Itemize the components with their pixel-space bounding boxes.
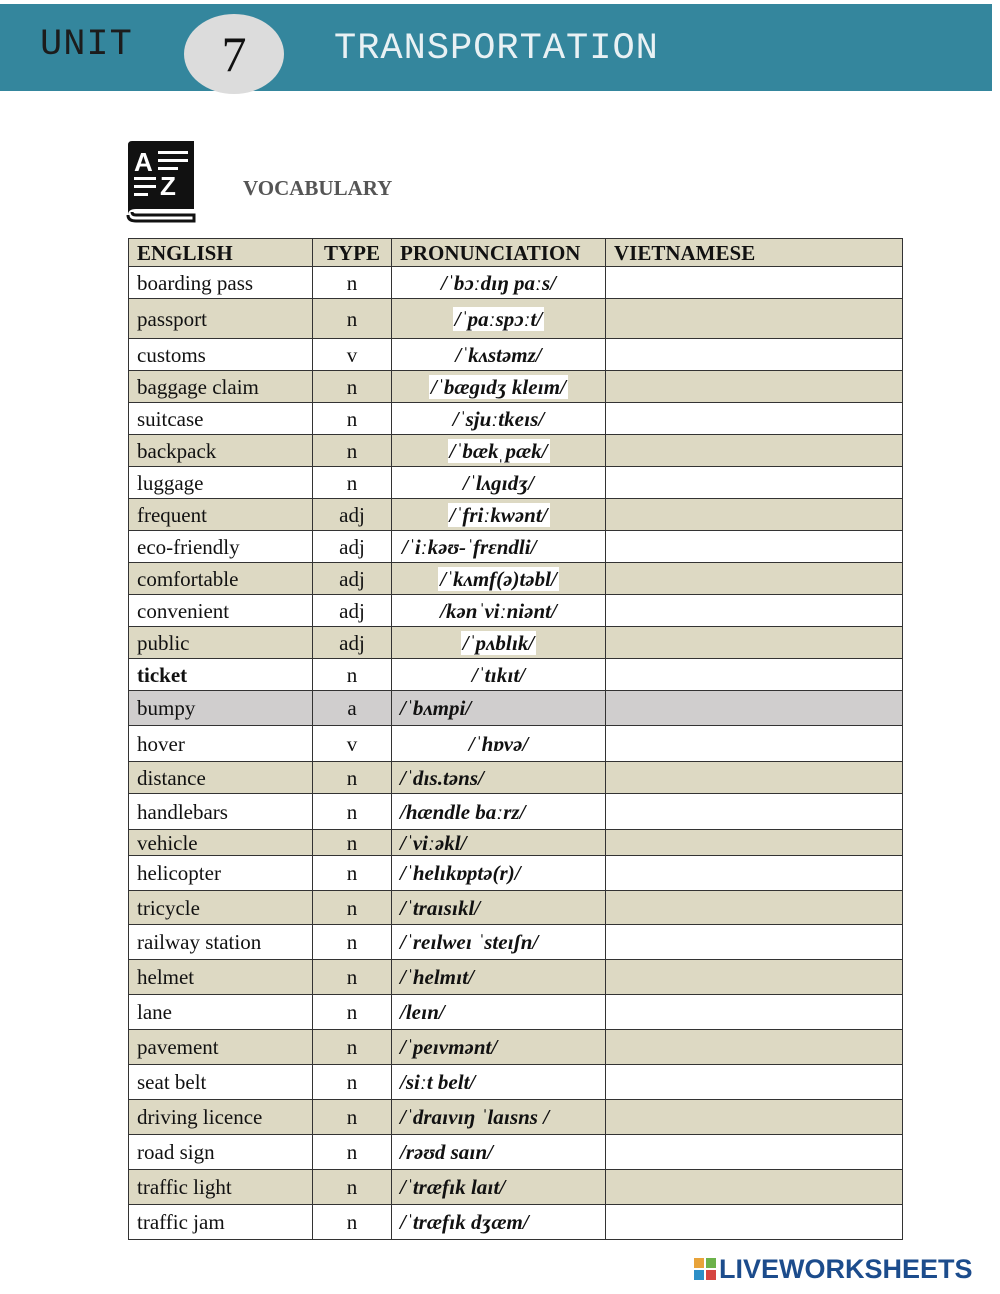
cell-vietnamese-answer[interactable] <box>606 499 903 531</box>
cell-pronunciation <box>392 595 606 627</box>
pronunciation-text: /ˈbækˌpæk/ <box>449 438 548 463</box>
pronunciation-text: /ˈsjuːtkeɪs/ <box>452 406 545 431</box>
cell-vietnamese-answer[interactable] <box>606 794 903 830</box>
cell-pronunciation <box>392 1170 606 1205</box>
cell-vietnamese-answer[interactable] <box>606 403 903 435</box>
cell-english: public <box>129 627 313 659</box>
svg-text:A: A <box>134 147 153 177</box>
cell-type: n <box>313 1065 392 1100</box>
pronunciation-text: /ˈpɑːspɔːt/ <box>454 306 543 331</box>
cell-english: handlebars <box>129 794 313 830</box>
unit-banner <box>0 4 992 91</box>
table-row <box>129 531 903 563</box>
cell-english: boarding pass <box>129 267 313 299</box>
table-row <box>129 299 903 339</box>
cell-pronunciation <box>392 1065 606 1100</box>
cell-english: seat belt <box>129 1065 313 1100</box>
table-row <box>129 1030 903 1065</box>
cell-type: n <box>313 830 392 856</box>
cell-type: v <box>313 726 392 762</box>
cell-type: n <box>313 299 392 339</box>
cell-pronunciation <box>392 435 606 467</box>
cell-pronunciation <box>392 339 606 371</box>
cell-pronunciation <box>392 960 606 995</box>
table-row <box>129 499 903 531</box>
pronunciation-text: /ˈhelmɪt/ <box>400 965 474 989</box>
pronunciation-text: /ˈpʌblɪk/ <box>462 630 535 655</box>
cell-english: traffic jam <box>129 1205 313 1240</box>
cell-vietnamese-answer[interactable] <box>606 726 903 762</box>
cell-type: a <box>313 691 392 726</box>
cell-english: luggage <box>129 467 313 499</box>
cell-pronunciation <box>392 726 606 762</box>
pronunciation-text: /ˈbɔːdɪŋ pɑːs/ <box>441 270 556 295</box>
cell-pronunciation <box>392 267 606 299</box>
cell-pronunciation <box>392 467 606 499</box>
table-row <box>129 1065 903 1100</box>
cell-pronunciation <box>392 1030 606 1065</box>
table-row <box>129 595 903 627</box>
cell-pronunciation <box>392 499 606 531</box>
cell-vietnamese-answer[interactable] <box>606 830 903 856</box>
table-row <box>129 371 903 403</box>
cell-pronunciation <box>392 659 606 691</box>
cell-type: n <box>313 1205 392 1240</box>
cell-vietnamese-answer[interactable] <box>606 339 903 371</box>
cell-english: convenient <box>129 595 313 627</box>
column-header-pronunciation: PRONUNCIATION <box>392 239 606 267</box>
cell-english: baggage claim <box>129 371 313 403</box>
cell-pronunciation <box>392 403 606 435</box>
cell-english: vehicle <box>129 830 313 856</box>
cell-type: n <box>313 267 392 299</box>
cell-vietnamese-answer[interactable] <box>606 925 903 960</box>
table-row <box>129 435 903 467</box>
cell-vietnamese-answer[interactable] <box>606 267 903 299</box>
unit-title: TRANSPORTATION <box>334 28 659 70</box>
cell-pronunciation <box>392 830 606 856</box>
cell-vietnamese-answer[interactable] <box>606 691 903 726</box>
cell-pronunciation <box>392 856 606 891</box>
cell-english: hover <box>129 726 313 762</box>
pronunciation-text: /ˈtɪkɪt/ <box>471 662 526 687</box>
cell-english: ticket <box>129 659 313 691</box>
cell-vietnamese-answer[interactable] <box>606 371 903 403</box>
cell-vietnamese-answer[interactable] <box>606 595 903 627</box>
pronunciation-text: /ˈlʌɡɪdʒ/ <box>463 470 534 495</box>
cell-english: traffic light <box>129 1170 313 1205</box>
cell-type: v <box>313 339 392 371</box>
cell-type: n <box>313 659 392 691</box>
unit-number-badge <box>184 14 284 94</box>
pronunciation-text: /ˈiːkəʊ-ˈfrɛndli/ <box>402 534 537 559</box>
cell-vietnamese-answer[interactable] <box>606 1205 903 1240</box>
cell-english: lane <box>129 995 313 1030</box>
cell-type: n <box>313 762 392 794</box>
cell-english: bumpy <box>129 691 313 726</box>
cell-pronunciation <box>392 794 606 830</box>
column-header-english: ENGLISH <box>129 239 313 267</box>
pronunciation-text: /ˈkʌstəmz/ <box>455 342 542 367</box>
table-row <box>129 1170 903 1205</box>
cell-english: backpack <box>129 435 313 467</box>
cell-vietnamese-answer[interactable] <box>606 299 903 339</box>
cell-vietnamese-answer[interactable] <box>606 856 903 891</box>
cell-vietnamese-answer[interactable] <box>606 467 903 499</box>
cell-english: passport <box>129 299 313 339</box>
cell-type: n <box>313 1030 392 1065</box>
table-row <box>129 1135 903 1170</box>
cell-type: n <box>313 1170 392 1205</box>
table-row <box>129 726 903 762</box>
cell-vietnamese-answer[interactable] <box>606 1135 903 1170</box>
cell-type: adj <box>313 563 392 595</box>
pronunciation-text: /ˈfriːkwənt/ <box>449 502 548 527</box>
cell-type: adj <box>313 627 392 659</box>
liveworksheets-logo-icon <box>694 1258 716 1280</box>
table-row <box>129 856 903 891</box>
section-heading: VOCABULARY <box>243 176 393 200</box>
unit-label: UNIT <box>40 24 133 66</box>
cell-english: suitcase <box>129 403 313 435</box>
pronunciation-text: /ˈreɪlweɪ ˈsteɪʃn/ <box>400 930 539 954</box>
cell-type: n <box>313 925 392 960</box>
cell-pronunciation <box>392 1100 606 1135</box>
cell-pronunciation <box>392 563 606 595</box>
table-row <box>129 563 903 595</box>
cell-vietnamese-answer[interactable] <box>606 563 903 595</box>
cell-pronunciation <box>392 925 606 960</box>
cell-english: customs <box>129 339 313 371</box>
cell-pronunciation <box>392 1135 606 1170</box>
cell-type: n <box>313 467 392 499</box>
table-header-row <box>129 239 903 267</box>
cell-type: n <box>313 1135 392 1170</box>
cell-english: helicopter <box>129 856 313 891</box>
cell-english: helmet <box>129 960 313 995</box>
pronunciation-text: /ˈviːəkl/ <box>400 830 467 855</box>
pronunciation-text: /leɪn/ <box>400 1000 445 1024</box>
pronunciation-text: /ˈtræfɪk laɪt/ <box>400 1175 506 1199</box>
cell-pronunciation <box>392 299 606 339</box>
pronunciation-text: /kənˈviːniənt/ <box>440 598 557 623</box>
svg-text:Z: Z <box>160 171 176 201</box>
table-row <box>129 925 903 960</box>
cell-pronunciation <box>392 531 606 563</box>
table-row <box>129 691 903 726</box>
table-row <box>129 960 903 995</box>
cell-english: road sign <box>129 1135 313 1170</box>
column-header-type: TYPE <box>313 239 392 267</box>
vocabulary-table-body <box>129 267 903 1240</box>
table-row <box>129 1205 903 1240</box>
pronunciation-text: /ˈhelɪkɒptə(r)/ <box>400 861 521 885</box>
cell-vietnamese-answer[interactable] <box>606 995 903 1030</box>
liveworksheets-logo-text: LIVEWORKSHEETS <box>719 1253 973 1284</box>
cell-vietnamese-answer[interactable] <box>606 531 903 563</box>
table-row <box>129 627 903 659</box>
table-row <box>129 1100 903 1135</box>
cell-pronunciation <box>392 627 606 659</box>
cell-type: n <box>313 995 392 1030</box>
cell-type: n <box>313 856 392 891</box>
cell-type: n <box>313 403 392 435</box>
cell-vietnamese-answer[interactable] <box>606 1100 903 1135</box>
cell-type: n <box>313 794 392 830</box>
table-row <box>129 339 903 371</box>
cell-vietnamese-answer[interactable] <box>606 1065 903 1100</box>
cell-type: n <box>313 371 392 403</box>
a-z-book-icon <box>122 139 198 223</box>
unit-number: 7 <box>221 26 247 82</box>
table-row <box>129 467 903 499</box>
table-row <box>129 267 903 299</box>
column-header-vietnamese: VIETNAMESE <box>606 239 903 267</box>
cell-english: driving licence <box>129 1100 313 1135</box>
liveworksheets-logo <box>694 1252 973 1286</box>
pronunciation-text: /ˈkʌmf(ə)təbl/ <box>440 566 557 591</box>
cell-vietnamese-answer[interactable] <box>606 659 903 691</box>
cell-type: adj <box>313 531 392 563</box>
pronunciation-text: /ˈdraɪvɪŋ ˈlaɪsns / <box>400 1105 550 1129</box>
table-row <box>129 891 903 925</box>
pronunciation-text: /ˈtraɪsɪkl/ <box>400 895 481 920</box>
cell-pronunciation <box>392 762 606 794</box>
pronunciation-text: /ˈdɪs.təns/ <box>400 765 484 790</box>
table-row <box>129 995 903 1030</box>
cell-type: n <box>313 960 392 995</box>
cell-pronunciation <box>392 1205 606 1240</box>
pronunciation-text: /ˈbʌmpi/ <box>400 696 472 720</box>
cell-pronunciation <box>392 891 606 925</box>
cell-english: railway station <box>129 925 313 960</box>
cell-type: n <box>313 435 392 467</box>
pronunciation-text: /ˈbæɡɪdʒ kleɪm/ <box>431 374 566 399</box>
pronunciation-text: /ˈtræfɪk dʒæm/ <box>400 1210 529 1234</box>
cell-vietnamese-answer[interactable] <box>606 960 903 995</box>
cell-pronunciation <box>392 371 606 403</box>
cell-english: pavement <box>129 1030 313 1065</box>
cell-english: frequent <box>129 499 313 531</box>
cell-vietnamese-answer[interactable] <box>606 1170 903 1205</box>
cell-vietnamese-answer[interactable] <box>606 762 903 794</box>
cell-type: n <box>313 891 392 925</box>
cell-english: distance <box>129 762 313 794</box>
cell-english: comfortable <box>129 563 313 595</box>
table-row <box>129 659 903 691</box>
table-row <box>129 403 903 435</box>
cell-type: adj <box>313 595 392 627</box>
pronunciation-text: /rəʊd saɪn/ <box>400 1140 493 1164</box>
table-row <box>129 794 903 830</box>
table-row <box>129 830 903 856</box>
pronunciation-text: /ˈhɒvə/ <box>468 731 529 756</box>
cell-vietnamese-answer[interactable] <box>606 1030 903 1065</box>
table-row <box>129 762 903 794</box>
cell-vietnamese-answer[interactable] <box>606 891 903 925</box>
cell-english: tricycle <box>129 891 313 925</box>
cell-english: eco-friendly <box>129 531 313 563</box>
cell-vietnamese-answer[interactable] <box>606 627 903 659</box>
cell-pronunciation <box>392 691 606 726</box>
pronunciation-text: /ˈpeɪvmənt/ <box>400 1035 498 1059</box>
pronunciation-text: /siːt belt/ <box>400 1070 476 1094</box>
pronunciation-text: /hændle bɑːrz/ <box>400 799 526 824</box>
cell-pronunciation <box>392 995 606 1030</box>
cell-type: n <box>313 1100 392 1135</box>
cell-type: adj <box>313 499 392 531</box>
vocabulary-table <box>128 238 903 1240</box>
cell-vietnamese-answer[interactable] <box>606 435 903 467</box>
